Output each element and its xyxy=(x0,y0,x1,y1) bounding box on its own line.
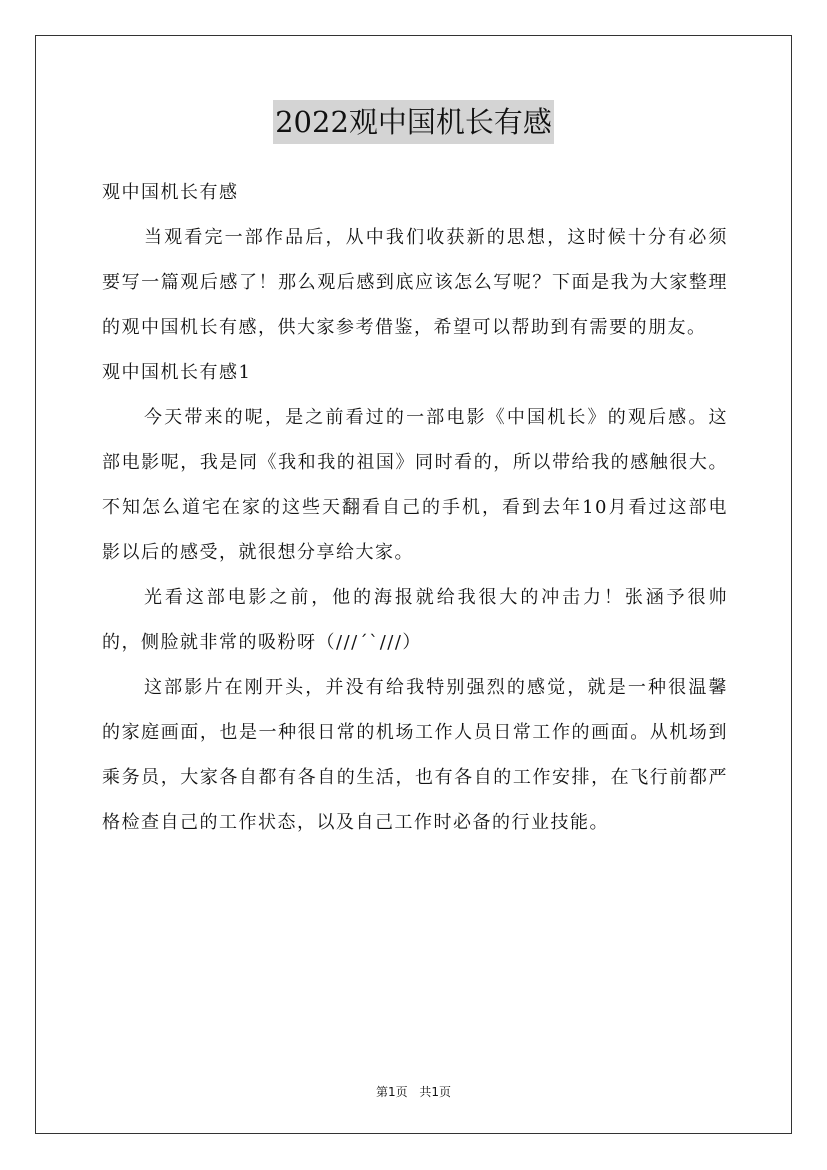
paragraph-body-2: 光看这部电影之前，他的海报就给我很大的冲击力！张涵予很帅的，侧脸就非常的吸粉呀（///´`///） xyxy=(102,587,728,653)
document-body xyxy=(102,170,728,845)
page-total: 共1页 xyxy=(419,1085,452,1099)
paragraph-body-1: 今天带来的呢，是之前看过的一部电影《中国机长》的观后感。这部电影呢，我是同《我和我的祖国》同时看的，所以带给我的感触很大。不知怎么道宅在家的这些天翻看自己的手机，看到去年10月看过这部电影以后的感受，就很想分享给大家。 xyxy=(102,407,728,563)
title-area xyxy=(0,100,827,144)
page-footer xyxy=(0,1083,827,1100)
paragraph-heading: 观中国机长有感 xyxy=(102,182,239,203)
paragraph-section-heading: 观中国机长有感1 xyxy=(102,362,252,383)
page-number: 第1页 xyxy=(375,1085,408,1099)
document-title: 2022观中国机长有感 xyxy=(273,100,554,144)
paragraph-intro: 当观看完一部作品后，从中我们收获新的思想，这时候十分有必须要写一篇观后感了！那么观后感到底应该怎么写呢？下面是我为大家整理的观中国机长有感，供大家参考借鉴，希望可以帮助到有需要的朋友。 xyxy=(102,227,728,338)
paragraph-body-3: 这部影片在刚开头，并没有给我特别强烈的感觉，就是一种很温馨的家庭画面，也是一种很日常的机场工作人员日常工作的画面。从机场到乘务员，大家各自都有各自的生活，也有各自的工作安排，在飞行前都严格检查自己的工作状态，以及自己工作时必备的行业技能。 xyxy=(102,677,728,833)
